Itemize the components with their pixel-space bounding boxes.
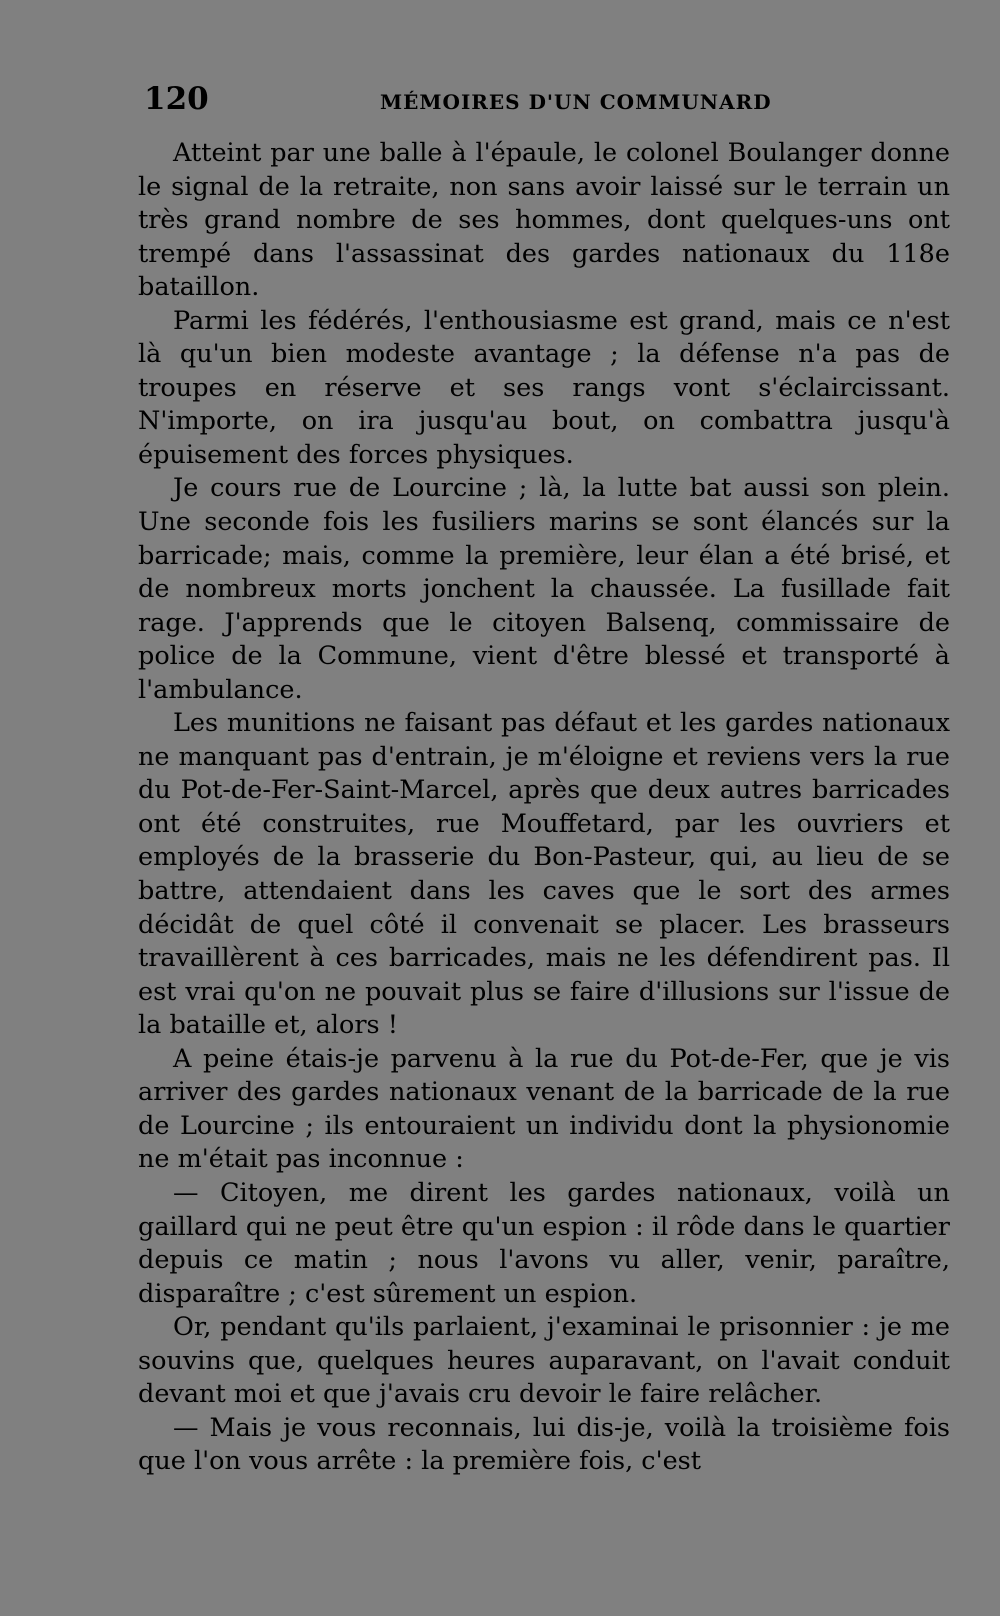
paragraph: Je cours rue de Lourcine ; là, la lutte bat aussi son plein. Une seconde fois les fusiliers marins se sont élancés sur la barricade; mais, comme la première, leur élan a été brisé, et de nombreux morts jonchent la chaussée. La fusillade fait rage. J'apprends que le citoyen Balsenq, commissaire de police de la Commune, vient d'être blessé et transporté à l'ambulance. xyxy=(138,473,950,705)
paragraph: — Mais je vous reconnais, lui dis-je, voilà la troisième fois que l'on vous arrête : la première fois, c'est xyxy=(138,1412,950,1477)
paragraph: Atteint par une balle à l'épaule, le colonel Boulanger donne le signal de la retraite, non sans avoir laissé sur le terrain un très grand nombre de ses hommes, dont quelques-uns ont trempé dans l'assassinat des gardes nationaux du 118e bataillon. xyxy=(138,138,950,303)
paragraph: Or, pendant qu'ils parlaient, j'examinai le prisonnier : je me souvins que, quelques heures auparavant, on l'avait conduit devant moi et que j'avais cru devoir le faire relâcher. xyxy=(138,1312,950,1410)
running-head: MÉMOIRES D'UN COMMUNARD xyxy=(380,90,772,114)
page-number: 120 xyxy=(144,81,209,117)
body-text xyxy=(138,137,950,1479)
paragraph: Les munitions ne faisant pas défaut et les gardes nationaux ne manquant pas d'entrain, je m'éloigne et reviens vers la rue du Pot-de-Fer-Saint-Marcel, après que deux autres barricades ont été construites, rue Mouffetard, par les ouvriers et employés de la brasserie du Bon-Pasteur, qui, au lieu de se battre, attendaient dans les caves que le sort des armes décidât de quel côté il convenait se placer. Les brasseurs travaillèrent à ces barricades, mais ne les défendirent pas. Il est vrai qu'on ne pouvait plus se faire d'illusions sur l'issue de la bataille et, alors ! xyxy=(138,708,950,1041)
page-header xyxy=(140,80,930,120)
paragraph: Parmi les fédérés, l'enthousiasme est grand, mais ce n'est là qu'un bien modeste avantage ; la défense n'a pas de troupes en réserve et ses rangs vont s'éclaircissant. N'importe, on ira jusqu'au bout, on combattra jusqu'à épuisement des forces physiques. xyxy=(138,305,950,470)
paragraph: A peine étais-je parvenu à la rue du Pot-de-Fer, que je vis arriver des gardes nationaux venant de la barricade de la rue de Lourcine ; ils entouraient un individu dont la physionomie ne m'était pas inconnue : xyxy=(138,1043,950,1175)
paragraph: — Citoyen, me dirent les gardes nationaux, voilà un gaillard qui ne peut être qu'un espion : il rôde dans le quartier depuis ce matin ; nous l'avons vu aller, venir, paraître, disparaître ; c'est sûrement un espion. xyxy=(138,1177,950,1309)
